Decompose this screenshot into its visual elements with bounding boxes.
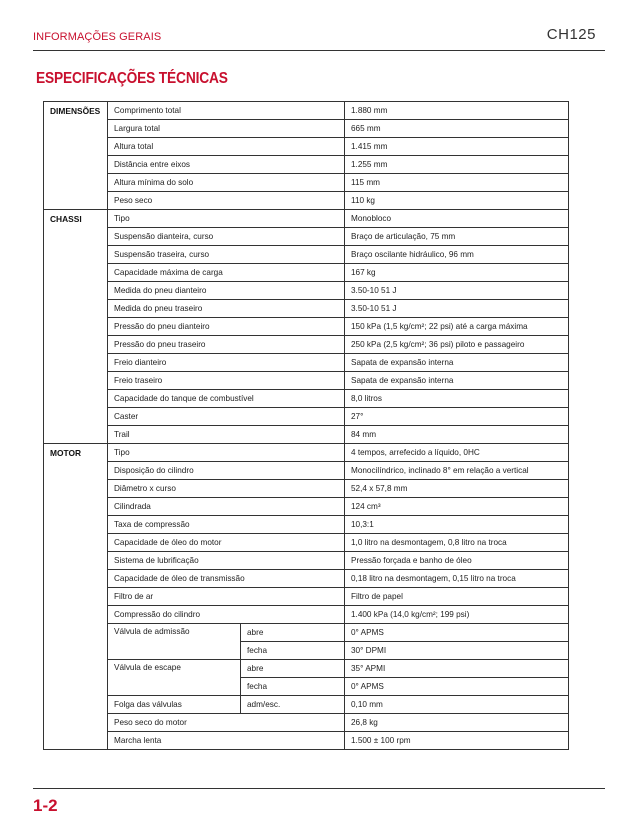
footer-divider: [33, 788, 605, 789]
spec-value: 30° DPMI: [345, 642, 569, 660]
spec-item: Distância entre eixos: [108, 156, 345, 174]
spec-value: Pressão forçada e banho de óleo: [345, 552, 569, 570]
model-header: CH125: [546, 26, 596, 43]
spec-item-folga: Folga das válvulas: [108, 696, 241, 714]
table-row: [44, 336, 569, 354]
spec-sub-label: abre: [241, 660, 345, 678]
spec-item: Pressão do pneu dianteiro: [108, 318, 345, 336]
table-row: [44, 138, 569, 156]
spec-value: 1,0 litro na desmontagem, 0,8 litro na troca: [345, 534, 569, 552]
spec-sub-label: adm/esc.: [241, 696, 345, 714]
spec-item: Comprimento total: [108, 102, 345, 120]
table-row: [44, 606, 569, 624]
spec-value: 8,0 litros: [345, 390, 569, 408]
spec-value: 3.50-10 51 J: [345, 282, 569, 300]
spec-item: Capacidade máxima de carga: [108, 264, 345, 282]
table-row: [44, 174, 569, 192]
table-row: [44, 660, 569, 678]
page-number: 1-2: [33, 796, 58, 815]
spec-value: 10,3:1: [345, 516, 569, 534]
spec-item: Altura total: [108, 138, 345, 156]
spec-value: 1.500 ± 100 rpm: [345, 732, 569, 750]
spec-item: Cilindrada: [108, 498, 345, 516]
table-row: [44, 498, 569, 516]
table-row: [44, 552, 569, 570]
spec-value: Braço oscilante hidráulico, 96 mm: [345, 246, 569, 264]
spec-value: 167 kg: [345, 264, 569, 282]
spec-value: 0,10 mm: [345, 696, 569, 714]
table-row: [44, 120, 569, 138]
spec-value: Braço de articulação, 75 mm: [345, 228, 569, 246]
spec-value: Sapata de expansão interna: [345, 354, 569, 372]
table-row: [44, 570, 569, 588]
table-row: [44, 624, 569, 642]
spec-value: 0,18 litro na desmontagem, 0,15 litro na troca: [345, 570, 569, 588]
spec-value: 115 mm: [345, 174, 569, 192]
spec-item: Pressão do pneu traseiro: [108, 336, 345, 354]
header-divider: [33, 50, 605, 51]
table-row: [44, 516, 569, 534]
spec-value: 110 kg: [345, 192, 569, 210]
spec-value: 124 cm³: [345, 498, 569, 516]
spec-sub-label: abre: [241, 624, 345, 642]
spec-item: Medida do pneu dianteiro: [108, 282, 345, 300]
spec-item: Capacidade de óleo do motor: [108, 534, 345, 552]
spec-value: 0° APMS: [345, 624, 569, 642]
spec-item: Freio dianteiro: [108, 354, 345, 372]
page-title: ESPECIFICAÇÕES TÉCNICAS: [36, 70, 228, 87]
section-label-chassi: CHASSI: [44, 210, 108, 444]
table-row: [44, 462, 569, 480]
spec-item: Medida do pneu traseiro: [108, 300, 345, 318]
spec-value: 4 tempos, arrefecido a líquido, 0HC: [345, 444, 569, 462]
spec-item: Freio traseiro: [108, 372, 345, 390]
table-row: [44, 372, 569, 390]
spec-item: Caster: [108, 408, 345, 426]
section-label-dimensoes: DIMENSÕES: [44, 102, 108, 210]
table-row: [44, 282, 569, 300]
table-row: [44, 192, 569, 210]
spec-item: Taxa de compressão: [108, 516, 345, 534]
spec-value: 3.50-10 51 J: [345, 300, 569, 318]
table-row: [44, 300, 569, 318]
spec-value: 1.400 kPa (14,0 kg/cm²; 199 psi): [345, 606, 569, 624]
spec-item: Largura total: [108, 120, 345, 138]
table-row: [44, 210, 569, 228]
table-row: [44, 588, 569, 606]
table-row: [44, 318, 569, 336]
spec-value: 1.415 mm: [345, 138, 569, 156]
spec-item: Suspensão dianteira, curso: [108, 228, 345, 246]
spec-item: Capacidade do tanque de combustível: [108, 390, 345, 408]
spec-value: 665 mm: [345, 120, 569, 138]
spec-item: Compressão do cilindro: [108, 606, 345, 624]
table-row: [44, 426, 569, 444]
spec-item: Marcha lenta: [108, 732, 345, 750]
table-row: [44, 246, 569, 264]
spec-sub-label: fecha: [241, 642, 345, 660]
table-row: [44, 390, 569, 408]
table-row: [44, 534, 569, 552]
table-row: [44, 102, 569, 120]
spec-item: Diâmetro x curso: [108, 480, 345, 498]
table-row: [44, 696, 569, 714]
spec-value: Monocilíndrico, inclinado 8° em relação a vertical: [345, 462, 569, 480]
spec-value: 84 mm: [345, 426, 569, 444]
spec-item: Trail: [108, 426, 345, 444]
spec-table: [43, 101, 569, 750]
spec-value: 0° APMS: [345, 678, 569, 696]
spec-value: Sapata de expansão interna: [345, 372, 569, 390]
spec-sub-label: fecha: [241, 678, 345, 696]
section-label-motor: MOTOR: [44, 444, 108, 750]
table-row: [44, 264, 569, 282]
table-row: [44, 408, 569, 426]
spec-item: Peso seco do motor: [108, 714, 345, 732]
table-row: [44, 156, 569, 174]
spec-value: Filtro de papel: [345, 588, 569, 606]
spec-item: Tipo: [108, 444, 345, 462]
spec-item: Tipo: [108, 210, 345, 228]
table-row: [44, 444, 569, 462]
table-row: [44, 714, 569, 732]
spec-item: Capacidade de óleo de transmissão: [108, 570, 345, 588]
spec-value: 35° APMI: [345, 660, 569, 678]
spec-value: 150 kPa (1,5 kg/cm²; 22 psi) até a carga máxima: [345, 318, 569, 336]
spec-item: Sistema de lubrificação: [108, 552, 345, 570]
table-row: [44, 228, 569, 246]
spec-value: 1.255 mm: [345, 156, 569, 174]
spec-value: 52,4 x 57,8 mm: [345, 480, 569, 498]
spec-value: 1.880 mm: [345, 102, 569, 120]
spec-item: Disposição do cilindro: [108, 462, 345, 480]
section-header: INFORMAÇÕES GERAIS: [33, 31, 162, 43]
spec-item: Peso seco: [108, 192, 345, 210]
spec-value: Monobloco: [345, 210, 569, 228]
spec-item: Suspensão traseira, curso: [108, 246, 345, 264]
spec-item: Filtro de ar: [108, 588, 345, 606]
table-row: [44, 480, 569, 498]
spec-item-admissao: Válvula de admissão: [108, 624, 241, 660]
spec-value: 27°: [345, 408, 569, 426]
table-row: [44, 732, 569, 750]
spec-item: Altura mínima do solo: [108, 174, 345, 192]
spec-value: 250 kPa (2,5 kg/cm²; 36 psi) piloto e passageiro: [345, 336, 569, 354]
spec-item-escape: Válvula de escape: [108, 660, 241, 696]
table-row: [44, 354, 569, 372]
spec-value: 26,8 kg: [345, 714, 569, 732]
